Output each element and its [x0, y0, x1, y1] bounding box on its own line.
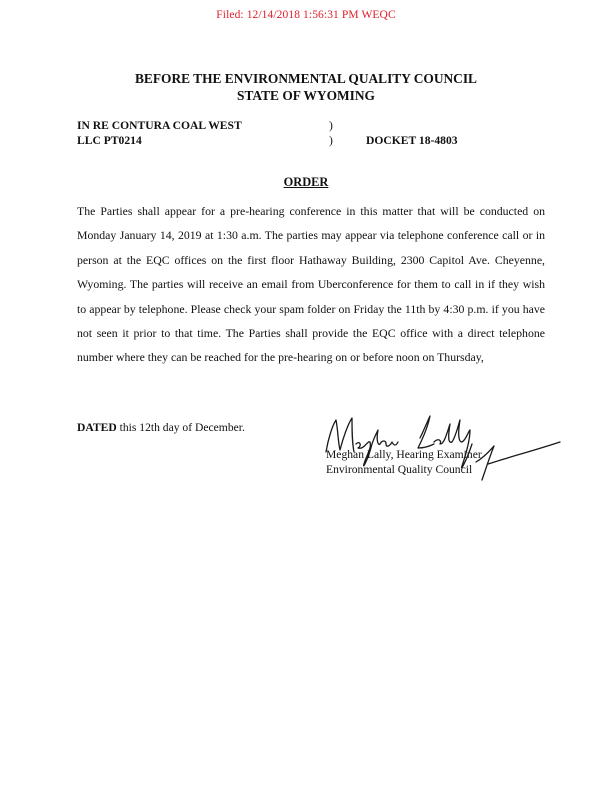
signature-block — [326, 448, 482, 477]
dated-line — [77, 421, 245, 434]
body-line: person at the EQC offices on the first floor Hathaway Building, 2300 Capitol Ave. Cheyenne, — [77, 252, 545, 267]
order-body — [77, 199, 545, 370]
heading-council: BEFORE THE ENVIRONMENTAL QUALITY COUNCIL — [134, 71, 477, 86]
heading-state: STATE OF WYOMING — [237, 87, 375, 103]
caption-paren-2: ) — [329, 133, 333, 147]
body-line: not seen it prior to that time. The Parties shall provide the EQC office with a direct telephone — [77, 326, 545, 341]
body-line: to appear by telephone. Please check your spam folder on Friday the 11th by 4:30 p.m. if you have — [77, 301, 545, 316]
filed-stamp: Filed: 12/14/2018 1:56:31 PM WEQC — [216, 9, 396, 21]
body-line: The Parties shall appear for a pre-hearing conference in this matter that will be conducted on — [77, 204, 545, 218]
caption-line-2: LLC PT0214 — [77, 133, 142, 147]
caption-paren-1: ) — [329, 119, 333, 132]
body-line: Monday January 14, 2019 at 1:30 a.m. The parties may appear via telephone conference call or in — [77, 228, 545, 243]
caption-line-1: IN RE CONTURA COAL WEST — [77, 119, 242, 132]
examiner-name: Meghan Lally, Hearing Examiner — [326, 448, 482, 461]
order-title: ORDER — [283, 175, 329, 189]
dated-label: DATED — [77, 421, 117, 434]
body-line: number where they can be reached for the pre-hearing on or before noon on Thursday, — [77, 350, 484, 365]
document-heading — [0, 71, 612, 104]
case-caption — [77, 119, 242, 148]
body-line: Wyoming. The parties will receive an email from Uberconference for them to call in if they wish — [77, 277, 545, 292]
docket-number: DOCKET 18-4803 — [366, 134, 458, 147]
dated-text: this 12th day of December. — [116, 421, 245, 434]
caption-parentheses — [329, 119, 333, 148]
council-name: Environmental Quality Council — [326, 462, 473, 476]
